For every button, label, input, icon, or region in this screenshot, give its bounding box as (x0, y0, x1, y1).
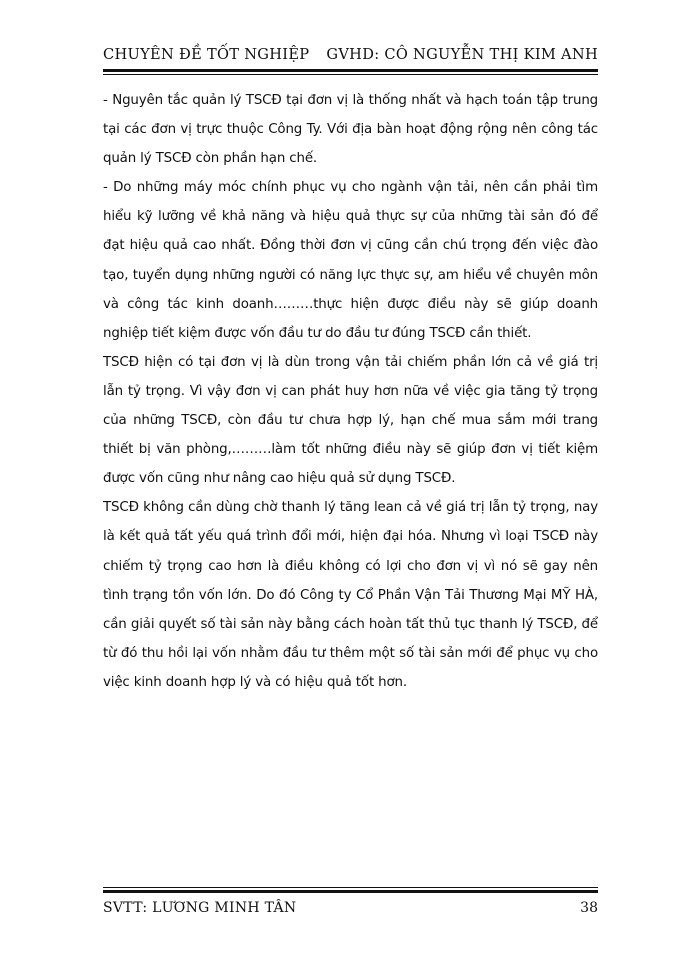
page-footer (103, 900, 598, 922)
paragraph-1: - Nguyên tắc quản lý TSCĐ tại đơn vị là thống nhất và hạch toán tập trung tại các đơn vị trực thuộc Công Ty. Với địa bàn hoạt động rộng nên công tác quản lý TSCĐ còn phần hạn chế. (103, 93, 598, 167)
footer-student: SVTT: LƯƠNG MINH TÂN (103, 900, 297, 916)
paragraph-2: - Do những máy móc chính phục vụ cho ngành vận tải, nên cần phải tìm hiểu kỹ lưỡng về khả năng và hiệu quả thực sự của những tài sản đó để đạt hiệu quả cao nhất. Đồng thời đơn vị cũng cần chú trọng đến việc đào tạo, tuyển dụng những người có năng lực thực sự, am hiểu về chuyên môn và công tác kinh doanh………thực hiện được điều này sẽ giúp doanh nghiệp tiết kiệm được vốn đầu tư do đầu tư đúng TSCĐ cần thiết. (103, 180, 598, 341)
header-title: CHUYÊN ĐỀ TỐT NGHIỆP (103, 46, 310, 63)
header-supervisor: GVHD: CÔ NGUYỄN THỊ KIM ANH (326, 46, 598, 63)
footer-rule-thick (103, 890, 598, 893)
page-number: 38 (580, 900, 598, 916)
paragraph-3: TSCĐ hiện có tại đơn vị là dùn trong vận tải chiếm phần lớn cả về giá trị lẫn tỷ trọng. Vì vậy đơn vị can phát huy hơn nữa về việc gia tăng tỷ trọng của những TSCĐ, còn đầu tư chưa hợp lý, hạn chế mua sắm mới trang thiết bị văn phòng,………làm tốt những điều này sẽ giúp đơn vị tiết kiệm được vốn cũng như nâng cao hiệu quả sử dụng TSCĐ. (103, 354, 598, 487)
header-rule (103, 69, 598, 75)
footer-rule-thin (103, 887, 598, 888)
page-header (103, 46, 598, 70)
document-body (103, 86, 598, 697)
header-rule-thick (103, 69, 598, 72)
paragraph-4: TSCĐ không cần dùng chờ thanh lý tăng lean cả về giá trị lẫn tỷ trọng, nay là kết quả tất yếu quá trình đổi mới, hiện đại hóa. Nhưng vì loại TSCĐ này chiếm tỷ trọng cao hơn là điều không có lợi cho đơn vị vì nó sẽ gay nên tình trạng tồn vốn lớn. Do đó Công ty Cổ Phần Vận Tải Thương Mại MỸ HÀ, cần giải quyết số tài sản này bằng cách hoàn tất thủ tục thanh lý TSCĐ, để từ đó thu hồi lại vốn nhằm đầu tư thêm một số tài sản mới để phục vụ cho việc kinh doanh hợp lý và có hiệu quả tốt hơn. (103, 500, 598, 690)
header-rule-thin (103, 74, 598, 75)
footer-rule (103, 887, 598, 893)
